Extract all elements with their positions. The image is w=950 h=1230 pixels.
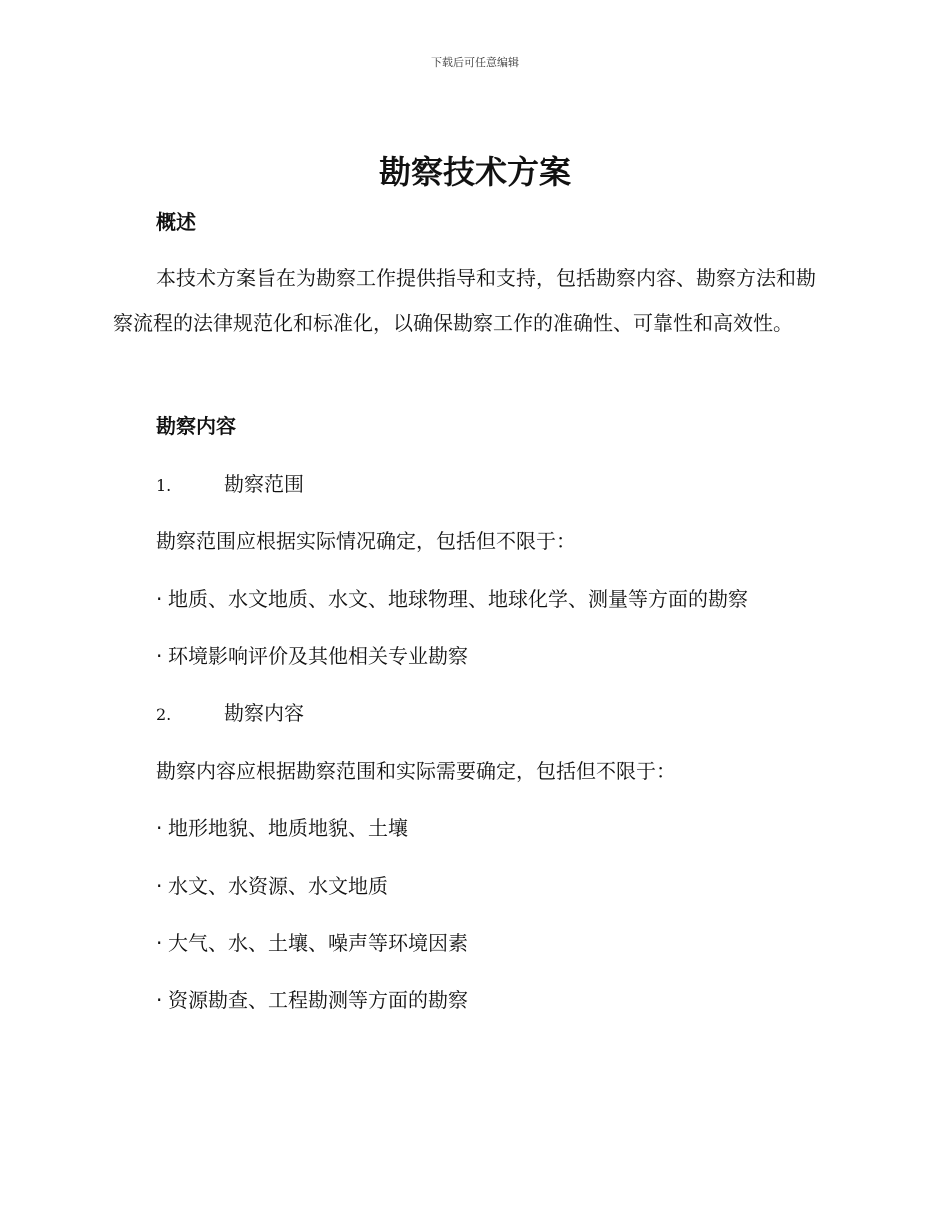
bullet-icon: ·	[156, 587, 163, 611]
list-item-text: 地形地貌、地质地貌、土壤	[168, 816, 408, 840]
overview-heading: 概述	[156, 210, 196, 234]
item-label: 勘察内容	[224, 701, 304, 725]
numbered-item-1	[156, 470, 304, 500]
list-item-text: 大气、水、土壤、噪声等环境因素	[168, 931, 468, 955]
list-item	[156, 986, 468, 1014]
list-item	[156, 814, 408, 842]
document-title: 勘察技术方案	[378, 153, 571, 191]
survey-content-heading: 勘察内容	[156, 414, 236, 438]
list-item	[156, 585, 748, 613]
numbered-item-2	[156, 699, 304, 729]
list-item-text: 资源勘查、工程勘测等方面的勘察	[168, 988, 468, 1012]
item-number: 2.	[156, 705, 172, 724]
bullet-icon: ·	[156, 644, 163, 668]
item-number: 1.	[156, 476, 172, 495]
list-item-text: 环境影响评价及其他相关专业勘察	[168, 644, 468, 668]
list-item	[156, 872, 388, 900]
bullet-icon: ·	[156, 816, 163, 840]
list-item-text: 地质、水文地质、水文、地球物理、地球化学、测量等方面的勘察	[168, 587, 748, 611]
list-item-text: 水文、水资源、水文地质	[168, 874, 388, 898]
bullet-icon: ·	[156, 988, 163, 1012]
header-note: 下载后可任意编辑	[431, 56, 519, 69]
item1-intro: 勘察范围应根据实际情况确定，包括但不限于：	[156, 529, 576, 553]
list-item	[156, 642, 468, 670]
item2-intro: 勘察内容应根据勘察范围和实际需要确定，包括但不限于：	[156, 759, 676, 783]
list-item	[156, 929, 468, 957]
overview-paragraph: 本技术方案旨在为勘察工作提供指导和支持，包括勘察内容、勘察方法和勘察流程的法律规范化和标准化，以确保勘察工作的准确性、可靠性和高效性。	[113, 266, 816, 335]
bullet-icon: ·	[156, 931, 163, 955]
bullet-icon: ·	[156, 874, 163, 898]
item-label: 勘察范围	[224, 472, 304, 496]
